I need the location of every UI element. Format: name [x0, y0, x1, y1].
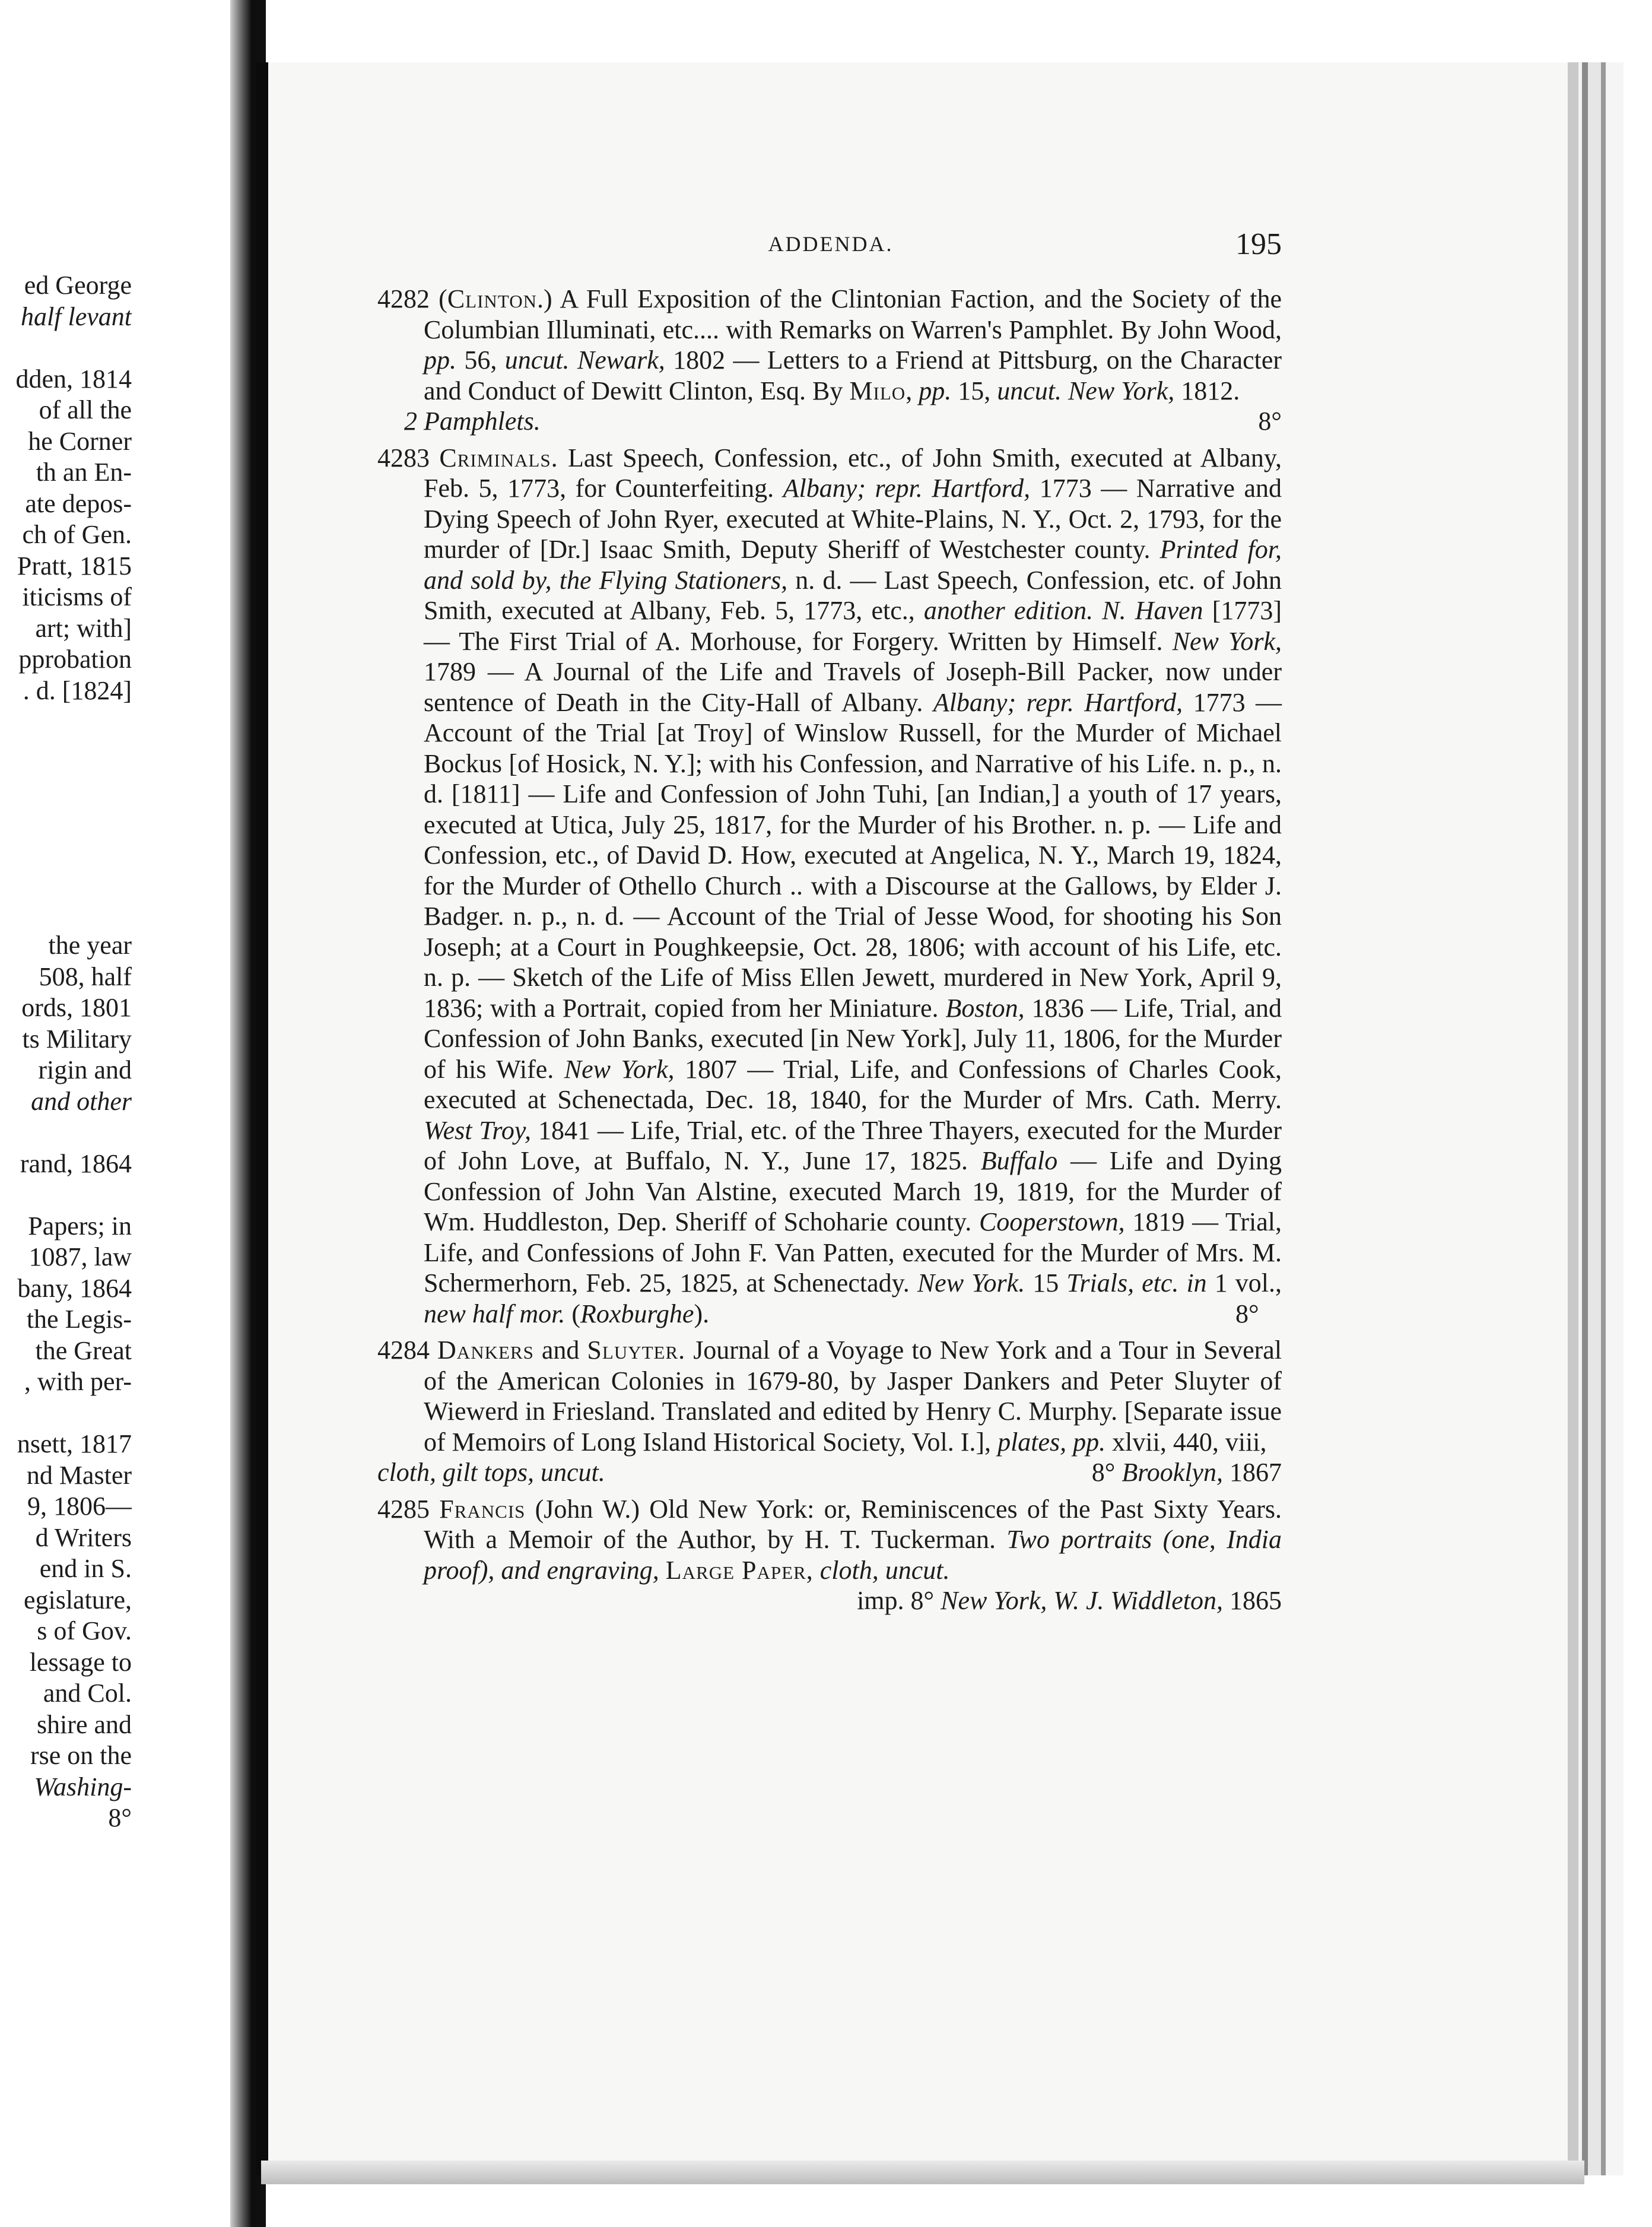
- page-number: 195: [1235, 227, 1282, 261]
- entry-text: 1836 — Life, Trial, and Confession of John Banks, executed [in New York], July 11, 1806, for the Murder of his Wife.: [424, 993, 1282, 1084]
- imprint-place: Buffalo: [980, 1146, 1058, 1175]
- facing-line: , with per-: [24, 1367, 132, 1396]
- entry-tail: [857, 1585, 1282, 1616]
- author-name: Milo: [849, 376, 906, 405]
- collation: plates, pp.: [997, 1427, 1106, 1457]
- pages-label: pp.: [424, 345, 456, 375]
- entry-text: 1802 — Letters to a Friend at Pittsburg, on the Character and Conduct of Dewitt Clinton, Esq. By: [424, 345, 1282, 405]
- facing-line: d Writers: [35, 1522, 132, 1552]
- facing-line: Washing-: [34, 1772, 132, 1801]
- format: 8°: [1258, 407, 1282, 436]
- facing-line: ts Military: [22, 1024, 132, 1054]
- facing-page-text-top: [0, 270, 132, 706]
- facing-line: ords, 1801: [21, 993, 132, 1022]
- facing-line: 508, half: [39, 962, 132, 991]
- binding: cloth, gilt tops, uncut.: [377, 1458, 605, 1487]
- imprint-place: New York,: [1172, 626, 1282, 656]
- facing-line: rand, 1864: [20, 1149, 132, 1178]
- binding: new half mor.: [424, 1299, 566, 1328]
- entry-text: 1807 — Trial, Life, and Confessions of Charles Cook, executed at Schenectada, Dec. 18, 1840, for the Murder of Mrs. Cath. Merry.: [424, 1054, 1282, 1114]
- imprint-place: New York,: [564, 1054, 675, 1084]
- facing-line: the year: [48, 931, 132, 960]
- running-head: ADDENDA.: [768, 232, 894, 256]
- entry-4282: [377, 284, 1282, 437]
- facing-line: . d. [1824]: [23, 675, 132, 705]
- imprint-place: New York.: [917, 1268, 1025, 1298]
- entry-text: 15: [1032, 1268, 1059, 1298]
- facing-line: s of Gov.: [37, 1616, 132, 1645]
- facing-line: Papers; in: [28, 1211, 132, 1241]
- facing-gap: [0, 1398, 132, 1429]
- condition: uncut.: [504, 345, 570, 375]
- imprint-place: Printed for, and sold by, the Flying Stationers,: [424, 535, 1282, 595]
- lot-count: 2 Pamphlets.: [404, 407, 541, 436]
- facing-line: bany, 1864: [17, 1273, 132, 1303]
- imprint-year: 1867: [1230, 1458, 1282, 1487]
- facing-line: and other: [31, 1086, 132, 1116]
- lot-number: 4283: [377, 443, 430, 472]
- catalogue-entries: [377, 284, 1282, 1616]
- facing-line: lessage to: [29, 1647, 132, 1677]
- punct: (: [571, 1299, 581, 1328]
- facing-gap: [0, 1117, 132, 1149]
- entry-text: Journal of a Voyage to New York and a Tour in Several of the American Colonies in 1679-80, by Jasper Dankers and Peter Sluyter of Wiewerd in Friesland. Translated and edited by Henry C. Murphy. [Separate issue of Memoirs of Long Island Historical Society, Vol. I.],: [424, 1335, 1282, 1457]
- lot-number: 4285: [377, 1494, 430, 1524]
- facing-line: end in S.: [39, 1554, 132, 1583]
- facing-line: and Col.: [43, 1679, 132, 1708]
- gutter: [256, 62, 268, 2175]
- page-edge-6: [1606, 62, 1624, 2175]
- entry-text: (John W.) Old New York: or, Reminiscences of the Past Sixty Years. With a Memoir of the Author, by H. T. Tuckerman.: [424, 1494, 1282, 1554]
- facing-line: art; with]: [35, 613, 132, 643]
- facing-line: of all the: [39, 395, 132, 424]
- punct: ).: [694, 1299, 710, 1328]
- facing-line: iticisms of: [22, 582, 132, 611]
- imprint-place: New York, W. J. Widdleton,: [941, 1586, 1223, 1615]
- facing-line: the Legis-: [26, 1305, 132, 1334]
- entry-heading: Criminals.: [439, 443, 558, 472]
- binder: Roxburghe: [580, 1299, 694, 1328]
- imprint-place: West Troy,: [424, 1115, 532, 1145]
- facing-line: half levant: [21, 302, 132, 331]
- entry-text: 1819 — Trial, Life, and Confessions of John F. Van Patten, executed for the Murder of Mrs. M. Schermerhorn, Feb. 25, 1825, at Schenectady.: [424, 1207, 1282, 1298]
- imprint-place: Newark,: [577, 345, 665, 375]
- facing-line: pprobation: [18, 645, 132, 674]
- condition: uncut.: [997, 376, 1062, 405]
- facing-line: the Great: [35, 1335, 132, 1365]
- entry-text: 1841 — Life, Trial, etc. of the Three Thayers, executed for the Murder of John Love, at Buffalo, N. Y., June 17, 1825.: [424, 1115, 1282, 1175]
- entry-text: 1773 — Account of the Trial [at Troy] of Winslow Russell, for the Murder of Michael Bockus [of Hosick, N. Y.]; with his Confession, and Narrative of his Life. n. p., n. d. [1811] — Life and Confession of John Tuhi, [an Indian,] a youth of 17 years, executed at Utica, July 25, 1817, for the Murder of his Brother. n. p. — Life and Confession, etc., of David D. How, executed at Angelica, N. Y., March 19, 1824, for the Murder of Othello Church .. with a Discourse at the Gallows, by Elder J. Badger. n. p., n. d. — Account of the Trial of Jesse Wood, for shooting his Son Joseph; at a Court in Poughkeepsie, Oct. 28, 1806; with account of his Life, etc. n. p. — Sketch of the Life of Miss Ellen Jewett, murdered in New York, April 9, 1836; with a Portrait, copied from her Miniature.: [424, 687, 1282, 1023]
- facing-line: 9, 1806—: [27, 1492, 132, 1521]
- entry-text: and: [541, 1335, 580, 1365]
- entry-text: — Life and Dying Confession of John Van Alstine, executed March 19, 1819, for the Murder of Wm. Huddleston, Dep. Sheriff of Schoharie county.: [424, 1146, 1282, 1236]
- lot-description: Trials, etc. in: [1066, 1268, 1207, 1298]
- entry-tail: [377, 1457, 1282, 1488]
- facing-line: dden, 1814: [15, 364, 132, 394]
- imprint-place: Albany; repr. Hartford,: [783, 474, 1031, 503]
- entry-text: n. d. — Last Speech, Confession, etc. of John Smith, executed at Albany, Feb. 5, 1773, etc.,: [424, 565, 1282, 625]
- entry-text: [1773] — The First Trial of A. Morhouse, for Forgery. Written by Himself.: [424, 596, 1282, 656]
- entry-text: 56,: [464, 345, 497, 375]
- lot-number: 4282: [377, 284, 430, 313]
- facing-line: 1087, law: [28, 1242, 132, 1271]
- entry-4284: [377, 1335, 1282, 1488]
- entry-heading: Sluyter.: [587, 1335, 686, 1365]
- facing-line: ed George: [24, 271, 132, 300]
- entry-text: 15,: [958, 376, 991, 405]
- facing-line: 8°: [108, 1803, 132, 1832]
- facing-line: nsett, 1817: [17, 1429, 132, 1458]
- entry-4283: 4283 Criminals. Last Speech, Confession, etc., of John Smith, executed at Albany, Feb. 5, 1773, for Counterfeiting. Albany; repr. Hartford, 1773 — Narrative and Dying Speech of John Ryer, executed at White-Plains, N. Y., Oct. 2, 1793, for the murder of [Dr.] Isaac Smith, Deputy Sheriff of Westchester county. Printed for, and sold by, the Flying Stationers, n. d. — Last Speech, Confession, etc. of John Smith, executed at Albany, Feb. 5, 1773, etc., another edition. N. Haven [1773] — The First Trial of A. Morhouse, for Forgery. Written by Himself. New York, 1789 — A Journal of the Life and Travels of Joseph-Bill Packer, now under sentence of Death in the City-Hall of Albany. Albany; repr. Hartford, 1773 — Account of the Trial [at Troy] of Winslow Russell, for the Murder of Michael Bockus [of Hosick, N. Y.]; with his Confession, and Narrative of his Life. n. p., n. d. [1811] — Life and Confession of John Tuhi, [an Indian,] a youth of 17 years, executed at Utica, July 25, 1817, for the Murder of his Brother. n. p. — Life and Confession, etc., of David D. How, executed at Angelica, N. Y., March 19, 1824, for the Murder of Othello Church .. with a Discourse at the Gallows, by Elder J. Badger. n. p., n. d. — Account of the Trial of Jesse Wood, for shooting his Son Joseph; at a Court in Poughkeepsie, Oct. 28, 1806; with account of his Life, etc. n. p. — Sketch of the Life of Miss Ellen Jewett, murdered in New York, April 9, 1836; with a Portrait, copied from her Miniature. Boston, 1836 — Life, Trial, and Confession of John Banks, executed [in New York], July 11, 1806, for the Murder of his Wife. New York, 1807 — Trial, Life, and Confessions of Charles Cook, executed at Schenectada, Dec. 18, 1840, for the Murder of Mrs. Cath. Merry. West Troy, 1841 — Life, Trial, etc. of the Three Thayers, executed for the Murder of John Love, at Buffalo, N. Y., June 17, 1825. Buffalo — Life and Dying Confession of John Van Alstine, executed March 19, 1819, for the Murder of Wm. Huddleston, Dep. Sheriff of Schoharie county. Cooperstown, 1819 — Trial, Life, and Confessions of John F. Van Patten, executed for the Murder of Mrs. M. Schermerhorn, Feb. 25, 1825, at Schenectady. New York. 15 Trials, etc. in 1 vol., new half mor. (Roxburghe). 8°: [377, 443, 1282, 1328]
- entry-heading: Clinton: [447, 284, 537, 313]
- format: 8°: [1091, 1458, 1116, 1487]
- facing-line: th an En-: [36, 458, 132, 487]
- imprint-place: Albany; repr. Hartford,: [933, 687, 1183, 717]
- entry-text: Last Speech, Confession, etc., of John Smith, executed at Albany, Feb. 5, 1773, for Counterfeiting.: [424, 443, 1282, 503]
- page-edge-3: [1582, 62, 1588, 2175]
- entry-4285: [377, 1494, 1282, 1615]
- imprint-place: Cooperstown,: [979, 1207, 1125, 1236]
- entry-tail: [404, 406, 1282, 437]
- page-edge-1: [1568, 62, 1578, 2175]
- facing-line: ate depos-: [25, 488, 132, 518]
- illustrations: Two portraits (one, India proof), and engraving,: [424, 1525, 1282, 1585]
- lot-number: 4284: [377, 1335, 430, 1365]
- page-header: [380, 227, 1282, 267]
- facing-gap: [0, 332, 132, 364]
- entry-text: 1812.: [1181, 376, 1240, 405]
- imprint-place: Boston,: [945, 993, 1025, 1023]
- entry-heading: Francis: [439, 1494, 526, 1524]
- punct: (: [439, 284, 447, 313]
- paper-size: Large Paper,: [665, 1555, 814, 1585]
- facing-gap: [0, 1179, 132, 1211]
- imprint-year: 1865: [1230, 1586, 1282, 1615]
- punct: ,: [906, 376, 913, 405]
- page-bottom-shadow: [261, 2161, 1584, 2184]
- entry-text: 1789 — A Journal of the Life and Travels of Joseph-Bill Packer, now under sentence of Death in the City-Hall of Albany.: [424, 657, 1282, 717]
- page-edge-5: [1601, 62, 1606, 2175]
- imprint-place: New York,: [1068, 376, 1175, 405]
- entry-text: A Full Exposition of the Clintonian Faction, and the Society of the Columbian Illuminati, etc.... with Remarks on Warren's Pamphlet. By John Wood,: [424, 284, 1282, 344]
- punct: .): [536, 284, 552, 313]
- facing-page-text-bottom: [0, 930, 132, 1834]
- facing-line: he Corner: [28, 426, 132, 456]
- facing-line: Pratt, 1815: [17, 551, 132, 580]
- facing-line: shire and: [36, 1709, 132, 1739]
- facing-line: ch of Gen.: [22, 520, 132, 549]
- binding: cloth, uncut.: [819, 1555, 950, 1585]
- pages-label: pp.: [919, 376, 952, 405]
- facing-line: rigin and: [38, 1055, 132, 1084]
- imprint-place: another edition. N. Haven: [923, 596, 1203, 625]
- entry-text: 1 vol.,: [1214, 1268, 1282, 1298]
- entry-text: 1773 — Narrative and Dying Speech of John Ryer, executed at White-Plains, N. Y., Oct. 2, 1793, for the murder of [Dr.] Isaac Smith, Deputy Sheriff of Westchester county.: [424, 474, 1282, 564]
- imprint-place: Brooklyn,: [1122, 1458, 1223, 1487]
- entry-text: xlvii, 440, viii,: [1112, 1427, 1267, 1457]
- facing-line: nd Master: [26, 1460, 132, 1490]
- facing-line: egislature,: [23, 1585, 132, 1614]
- format: imp. 8°: [857, 1586, 935, 1615]
- facing-line: rse on the: [30, 1741, 132, 1770]
- page-edge-4: [1588, 62, 1601, 2175]
- entry-heading: Dankers: [437, 1335, 534, 1365]
